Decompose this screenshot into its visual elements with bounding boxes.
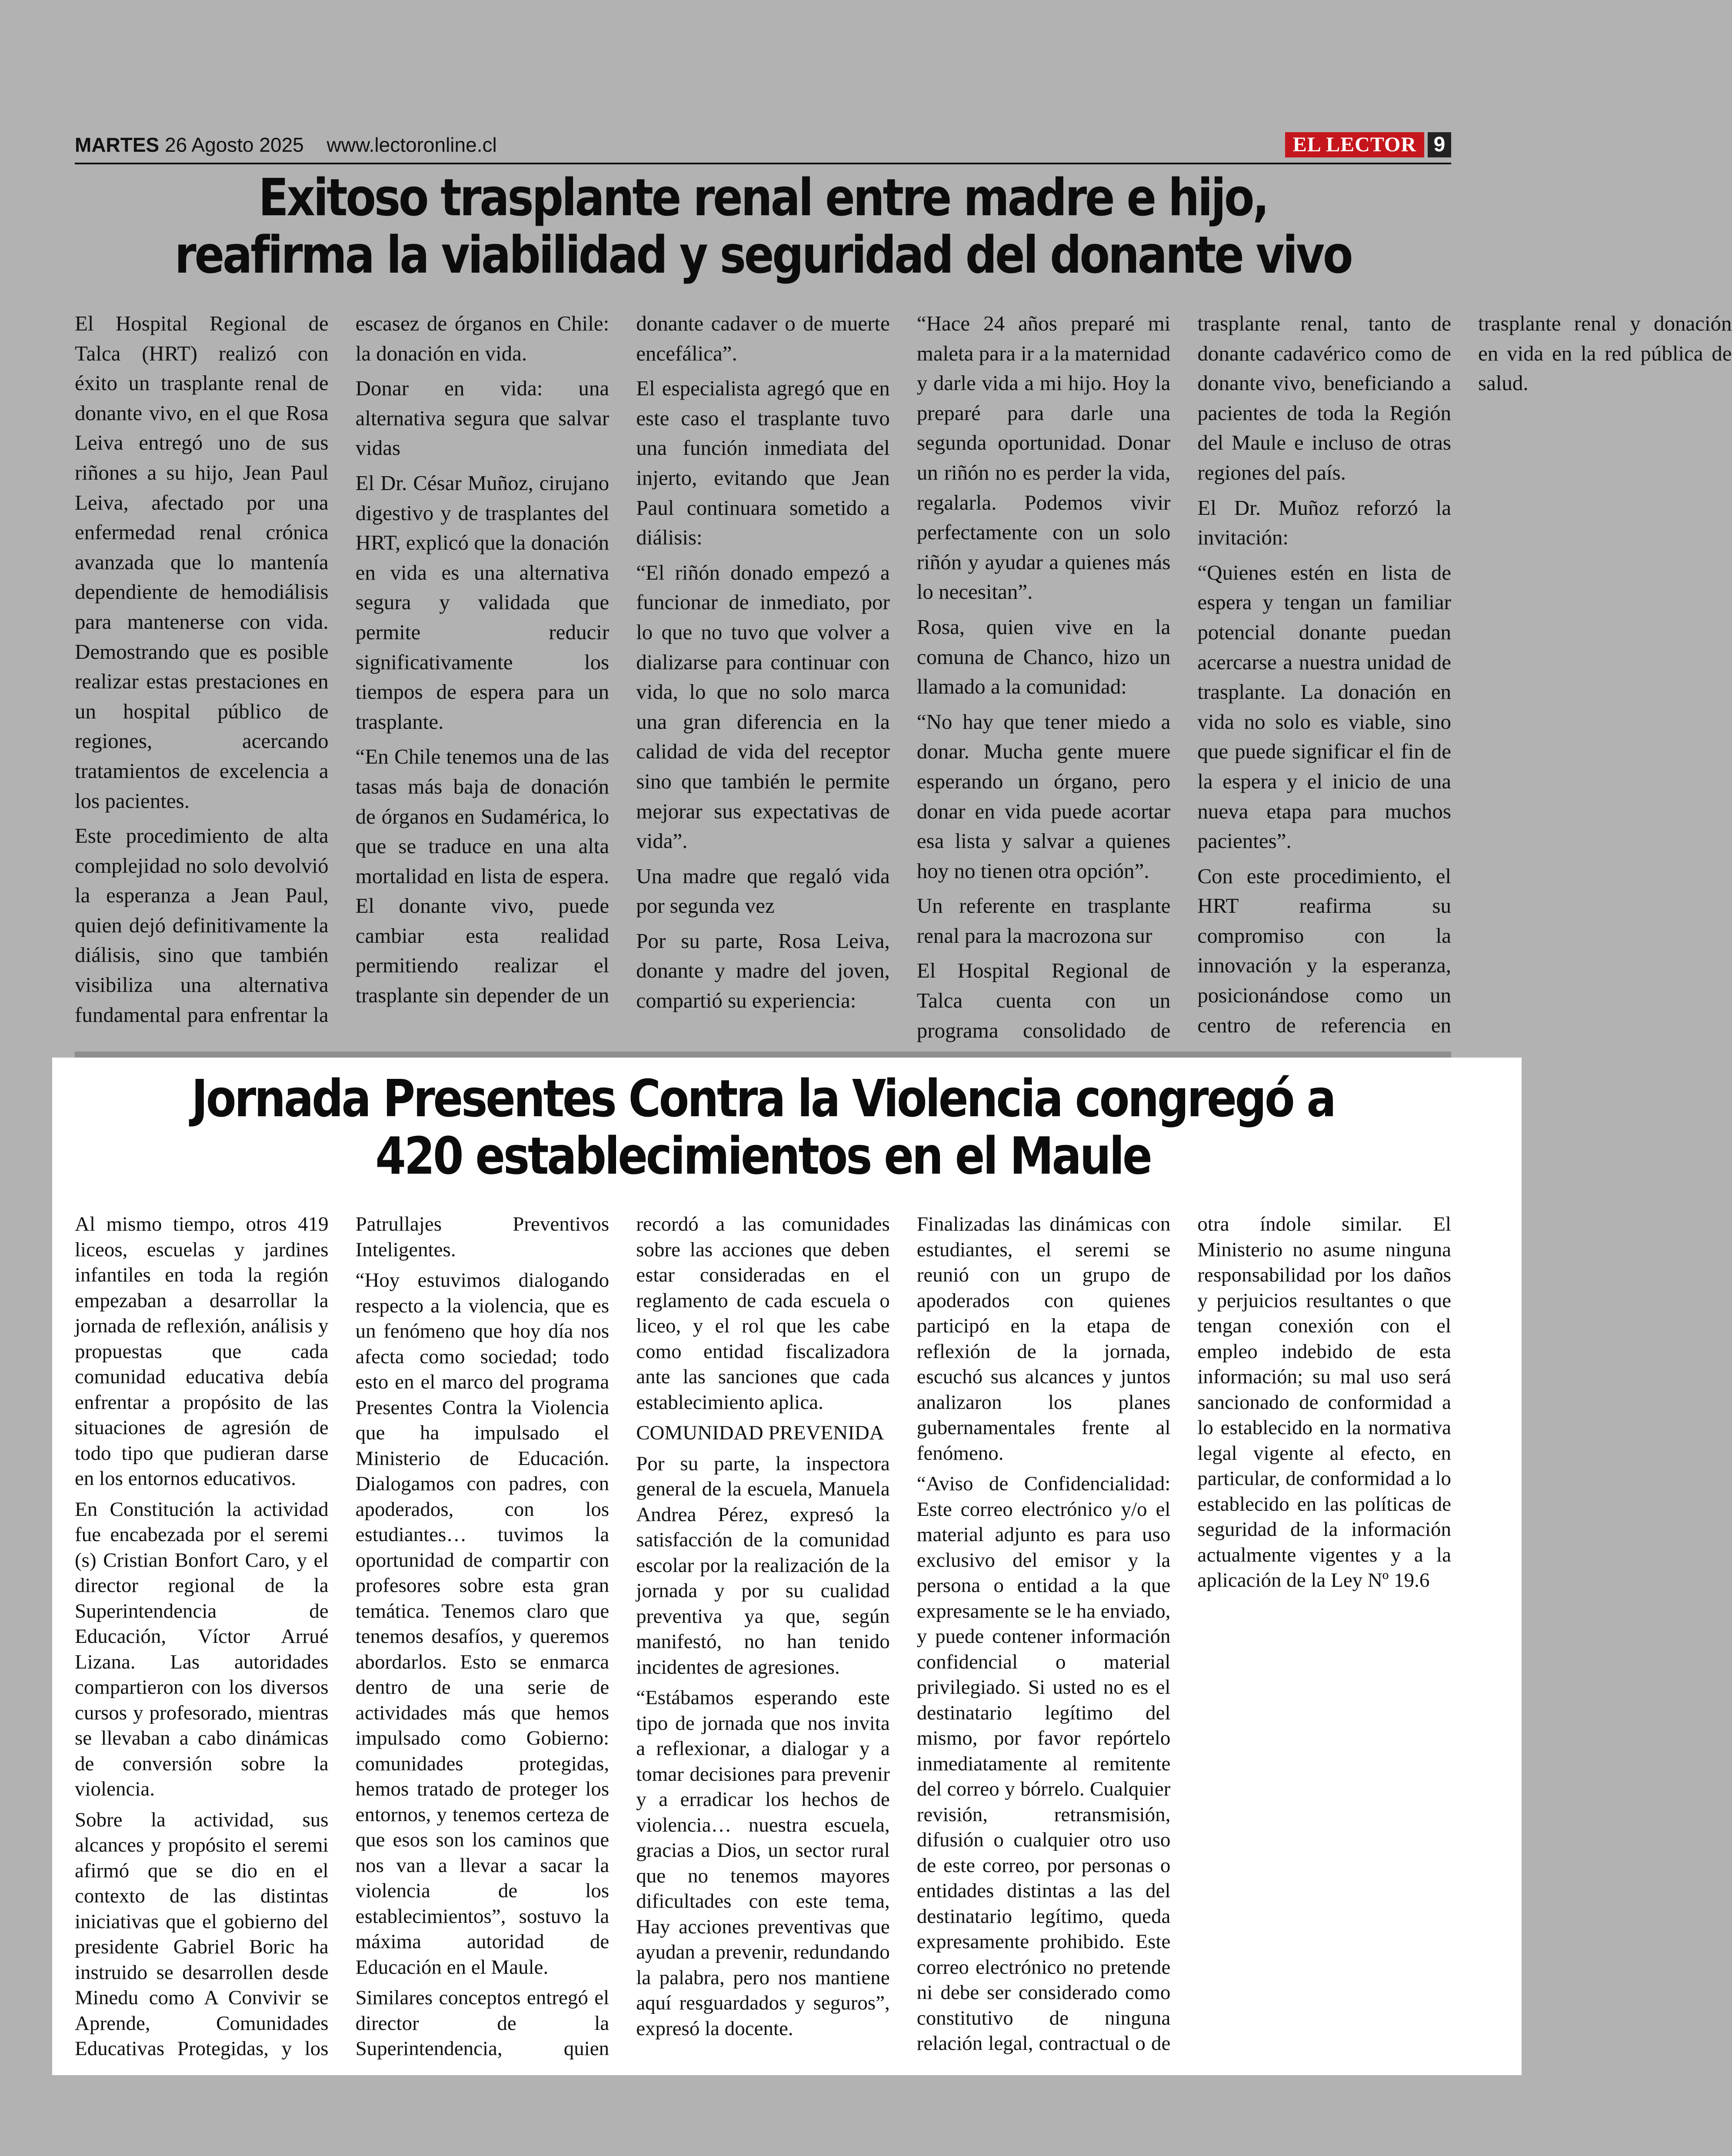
article-headline: Exitoso trasplante renal entre madre e hijo, reafirma la viabilidad y seguridad del donante vivo <box>174 167 1352 285</box>
header-date: 26 Agosto 2025 <box>165 133 304 156</box>
page-header <box>75 130 1451 164</box>
article-paragraph: En Constitución la actividad fue encabezada por el seremi (s) Cristian Bonfort Caro, y el director regional de la Superintendencia de Educación, Víctor Arrué Lizana. Las autoridades compartieron con los diversos cursos y profesorado, mientras se llevaban a cabo dinámicas de conversión sobre la violencia. <box>75 1498 329 1800</box>
header-website: www.lectoronline.cl <box>326 133 497 156</box>
article-headline: Jornada Presentes Contra la Violencia congregó a 420 establecimientos en el Maule <box>191 1068 1335 1186</box>
article-paragraph: Finalizadas las dinámicas con estudiantes, el seremi se reunió con un grupo de apoderados con quienes participó en la etapa de reflexión de la jornada, escuchó sus alcances y juntos analizaron los planes gubernamentales frente al fenómeno. <box>916 1213 1171 1465</box>
article-subheading: Donar en vida: una alternativa segura que salvar vidas <box>355 376 610 460</box>
article-subheading: Un referente en trasplante renal para la macrozona sur <box>916 894 1171 948</box>
page-number: 9 <box>1428 132 1451 157</box>
article-paragraph: Con este procedimiento, el HRT reafirma su compromiso con la innovación y la esperanza, posicionándose como un centro de referencia en trasplante renal y donación en vida en la red pública de salud. <box>1197 311 1732 1037</box>
article-paragraph: Este procedimiento de alta complejidad no solo devolvió la esperanza a Jean Paul, quien dejó definitivamente la diálisis, sino que también visibiliza una alternativa fundamental para enfrentar la escasez de órganos en Chile: la donación en vida. <box>75 311 610 1027</box>
header-day: MARTES <box>75 133 160 156</box>
article-paragraph: El Dr. César Muñoz, cirujano digestivo y de trasplantes del HRT, explicó que la donación en vida es una alternativa segura y validada que permite reducir significativamente los tiempos de espera para un trasplante. <box>355 471 610 734</box>
newspaper-logo: EL LECTOR <box>1285 132 1424 157</box>
article-violence-jornada <box>75 1068 1451 2060</box>
article-body <box>75 1211 1451 2077</box>
article-paragraph: Similares conceptos entregó el director de la Superintendencia, quien recordó a las comunidades sobre las acciones que deben estar consideradas en el reglamento de cada escuela o liceo, y el rol que les cabe como entidad fiscalizadora ante las sanciones que cada establecimiento aplica. <box>355 1213 890 2060</box>
article-paragraph: El especialista agregó que en este caso el trasplante tuvo una función inmediata del injerto, evitando que Jean Paul continuara sometido a diálisis: <box>636 376 890 550</box>
article-quote: “Hace 24 años preparé mi maleta para ir a la maternidad y darle vida a mi hijo. Hoy la preparé para darle una segunda oportunidad. Donar un riñón no es perder la vida, regalarla. Podemos vivir perfectamente con un solo riñón y ayudar a quienes más lo necesitan”. <box>916 311 1171 604</box>
article-paragraph: El Hospital Regional de Talca cuenta con un programa consolidado de trasplante renal, tanto de donante cadavérico como de donante vivo, beneficiando a pacientes de toda la Región del Maule e incluso de otras regiones del país. <box>916 311 1451 1042</box>
article-paragraph: Por su parte, Rosa Leiva, donante y madre del joven, compartió su experiencia: <box>636 928 890 1013</box>
article-quote: “En Chile tenemos una de las tasas más baja de donación de órganos en Sudamérica, lo que se traduce en una alta mortalidad en lista de espera. El donante vivo, puede cambiar esta realidad permitiendo realizar el trasplante sin depender de un donante cadaver o de muerte encefálica”. <box>355 311 890 1008</box>
article-paragraph: Por su parte, la inspectora general de la escuela, Manuela Andrea Pérez, expresó la satisfacción de la comunidad escolar por la realización de la jornada y por su cualidad preventiva ya que, según manifestó, no han tenido incidentes de agresiones. <box>636 1452 890 1679</box>
article-quote: “El riñón donado empezó a funcionar de inmediato, por lo que no tuvo que volver a dializarse para continuar con vida, lo que no solo marca una gran diferencia en la calidad de vida del receptor sino que también le permite mejorar sus expectativas de vida”. <box>636 560 890 853</box>
article-quote: “No hay que tener miedo a donar. Mucha gente muere esperando un órgano, pero donar en vida puede acortar esa lista y salvar a quienes hoy no tienen otra opción”. <box>916 709 1171 883</box>
article-paragraph: El Hospital Regional de Talca (HRT) realizó con éxito un trasplante renal de donante vivo, en el que Rosa Leiva entregó uno de sus riñones a su hijo, Jean Paul Leiva, afectado por una enfermedad renal crónica avanzada que lo mantenía dependiente de hemodiálisis para mantenerse con vida. Demostrando que es posible realizar estas prestaciones en un hospital público de regiones, acercando tratamientos de excelencia a los pacientes. <box>75 311 329 813</box>
dateline <box>75 133 497 157</box>
article-paragraph: Al mismo tiempo, otros 419 liceos, escuelas y jardines infantiles en toda la región empezaban a desarrollar la jornada de reflexión, análisis y propuestas que cada comunidad educativa debía enfrentar a propósito de las situaciones de agresión de todo tipo que pudieran darse en los entornos educativos. <box>75 1213 329 1490</box>
article-kidney-transplant <box>75 167 1732 1042</box>
article-paragraph: Sobre la actividad, sus alcances y propósito el seremi afirmó que se dio en el contexto de las distintas iniciativas que el gobierno del presidente Gabriel Boric ha instruido se desarrollen desde Minedu como A Convivir se Aprende, Comunidades Educativas Protegidas, y los Patrullajes Preventivos Inteligentes. <box>75 1213 610 2060</box>
article-subheading: Una madre que regaló vida por segunda vez <box>636 864 890 918</box>
article-subheading: COMUNIDAD PREVENIDA <box>636 1422 884 1444</box>
article-quote: “Estábamos esperando este tipo de jornada que nos invita a reflexionar, a dialogar y a tomar decisiones para prevenir y a erradicar los hechos de violencia… nuestra escuela, gracias a Dios, un sector rural que no tenemos mayores dificultades con este tema, Hay acciones preventivas que ayudan a prevenir, redundando la palabra, pero nos mantiene aquí resguardados y seguros”, expresó la docente. <box>636 1686 890 2040</box>
article-body <box>75 309 1732 1048</box>
article-quote: “Quienes estén en lista de espera y tengan un familiar potencial donante puedan acercarse a nuestra unidad de trasplante. La donación en vida no solo es viable, sino que puede significar el fin de la espera y el inicio de una nueva etapa para muchos pacientes”. <box>1197 560 1451 853</box>
article-paragraph: El Dr. Muñoz reforzó la invitación: <box>1197 495 1451 550</box>
article-quote: “Hoy estuvimos dialogando respecto a la violencia, que es un fenómeno que hoy día nos afecta como sociedad; todo esto en el marco del programa Presentes Contra la Violencia que ha impulsado el Ministerio de Educación. Dialogamos con padres, con apoderados, con los estudiantes… tuvimos la oportunidad de compartir con profesores sobre esta gran temática. Tenemos claro que tenemos desafíos, y queremos abordarlos. Esto se enmarca dentro de una serie de actividades más que hemos impulsado como Gobierno: comunidades protegidas, hemos tratado de proteger los entornos, y tenemos certeza de que esos son los caminos que nos van a llevar a sacar la violencia de los establecimientos”, sostuvo la máxima autoridad de Educación en el Maule. <box>355 1269 610 1979</box>
confidentiality-notice: “Aviso de Confidencialidad: Este correo electrónico y/o el material adjunto es para uso exclusivo del emisor y la persona o entidad a la que expresamente se le ha enviado, y puede contener información confidencial o material privilegiado. Si usted no es el destinatario legítimo del mismo, por favor repórtelo inmediatamente al remitente del correo y bórrelo. Cualquier revisión, retransmisión, difusión o cualquier otro uso de este correo, por personas o entidades distintas a las del destinatario legítimo, queda expresamente prohibido. Este correo electrónico no pretende ni debe ser considerado como constitutivo de ninguna relación legal, contractual o de otra índole similar. El Ministerio no asume ninguna responsabilidad por los daños y perjuicios resultantes o que tengan conexión con el empleo indebido de esta información; su mal uso será sancionado de conformidad a lo establecido en la normativa legal vigente al efecto, en particular, de conformidad a lo establecido en las políticas de seguridad de la información actualmente vigentes y a la aplicación de la Ley Nº 19.6 <box>916 1213 1451 2055</box>
article-paragraph: Rosa, quien vive en la comuna de Chanco, hizo un llamado a la comunidad: <box>916 614 1171 699</box>
